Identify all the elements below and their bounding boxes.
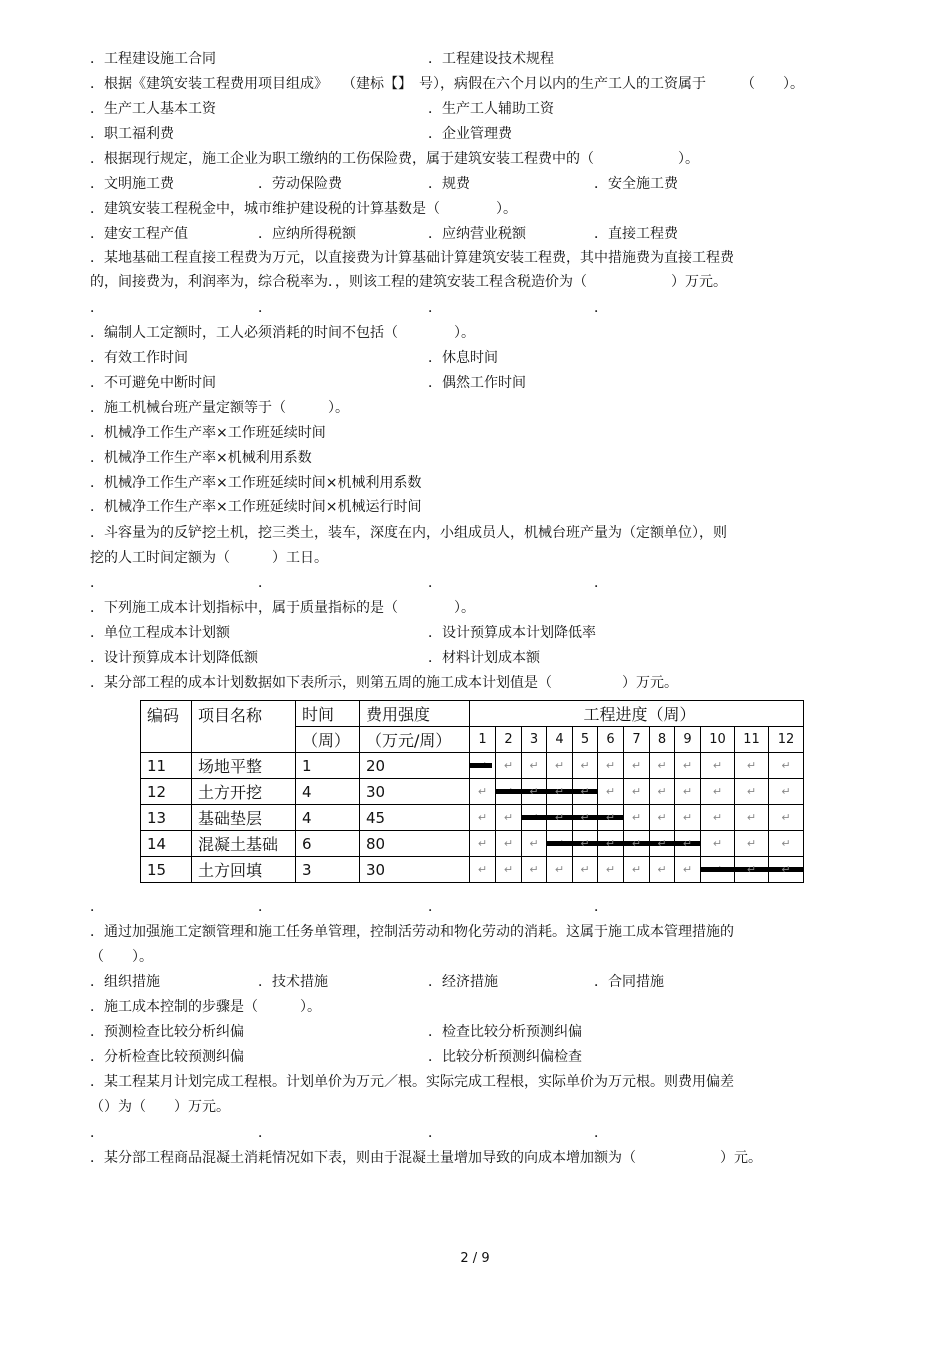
progress-bar [470, 763, 492, 768]
week-cell [496, 779, 522, 805]
code-cell: 13 [141, 805, 192, 831]
option-line: ．机械净工作生产率×工作班延续时间×机械运行时间 [90, 499, 422, 515]
header-name: 项目名称 [192, 701, 296, 753]
option-line: ．应纳营业税额 [428, 226, 526, 242]
option-line: ．合同措施 [594, 974, 664, 990]
header-time: 时间 [296, 701, 360, 727]
table-row [141, 857, 804, 883]
option-line: ．安全施工费 [594, 176, 678, 192]
option-line: ．预测检查比较分析纠偏 [90, 1024, 244, 1040]
table-row [141, 831, 804, 857]
week-cell: ↵ [522, 779, 547, 805]
table-row [141, 805, 804, 831]
week-header: 10 [701, 727, 735, 753]
week-cell: ↵ [573, 831, 598, 857]
week-cell: ↵ [470, 857, 496, 883]
week-header: 11 [735, 727, 769, 753]
option-dot: ． [258, 899, 272, 915]
week-cell: ↵ [769, 857, 804, 883]
week-header: 12 [769, 727, 804, 753]
week-cell: ↵ [675, 753, 701, 779]
week-cell: ↵ [650, 753, 675, 779]
week-cell: ↵ [650, 779, 675, 805]
header-cost-unit: （万元/周） [360, 727, 470, 753]
cost-cell: 20 [360, 753, 470, 779]
week-cell: ↵ [598, 753, 624, 779]
option-line: ．企业管理费 [428, 126, 512, 142]
week-header: 9 [675, 727, 701, 753]
option-dot: ． [258, 1125, 272, 1141]
week-cell: ↵ [624, 831, 650, 857]
option-dot: ． [594, 300, 608, 316]
time-cell: 4 [296, 779, 360, 805]
option-line: ．有效工作时间 [90, 350, 188, 366]
week-cell: ↵ [547, 779, 573, 805]
question-line: ．建筑安装工程税金中，城市维护建设税的计算基数是（ ）。 [90, 201, 517, 217]
option-line: ．文明施工费 [90, 176, 174, 192]
week-cell: ↵ [701, 753, 735, 779]
week-header: 2 [496, 727, 522, 753]
option-line: ．生产工人基本工资 [90, 101, 216, 117]
week-cell: ↵ [573, 779, 598, 805]
week-header: 6 [598, 727, 624, 753]
option-dot: ． [428, 1125, 442, 1141]
name-cell: 基础垫层 [192, 805, 296, 831]
week-cell: ↵ [547, 805, 573, 831]
week-cell: ↵ [769, 831, 804, 857]
week-header: 8 [650, 727, 675, 753]
cost-cell: 30 [360, 779, 470, 805]
week-cell: ↵ [769, 779, 804, 805]
option-line: ．工程建设施工合同 [90, 51, 216, 67]
week-cell: ↵ [496, 857, 522, 883]
week-cell: ↵ [547, 857, 573, 883]
time-cell: 4 [296, 805, 360, 831]
question-line: ．根据《建筑安装工程费用项目组成》 （建标【】 号），病假在六个月以内的生产工人的工资属于 （ ）。 [90, 76, 804, 92]
header-progress: 工程进度（周） [470, 701, 804, 727]
week-cell: ↵ [650, 805, 675, 831]
week-cell [470, 753, 496, 779]
question-line: ．某分部工程的成本计划数据如下表所示，则第五周的施工成本计划值是（ ）万元。 [90, 675, 678, 691]
time-cell: 6 [296, 831, 360, 857]
option-line: ．职工福利费 [90, 126, 174, 142]
cost-cell: 30 [360, 857, 470, 883]
code-cell: 11 [141, 753, 192, 779]
week-cell: ↵ [547, 753, 573, 779]
option-line: ．单位工程成本计划额 [90, 625, 230, 641]
question-line: ．施工机械台班产量定额等于（ ）。 [90, 400, 349, 416]
option-line: ．设计预算成本计划降低率 [428, 625, 596, 641]
week-cell: ↵ [735, 753, 769, 779]
table-row [141, 779, 804, 805]
week-cell: ↵ [470, 805, 496, 831]
option-line: ．设计预算成本计划降低额 [90, 650, 258, 666]
week-cell: ↵ [522, 857, 547, 883]
question-line: ．某工程某月计划完成工程根。计划单价为万元／根。实际完成工程根，实际单价为万元根。则费用偏差 [90, 1074, 734, 1090]
code-cell: 15 [141, 857, 192, 883]
week-cell: ↵ [496, 831, 522, 857]
option-line: ．工程建设技术规程 [428, 51, 554, 67]
week-cell: ↵ [624, 753, 650, 779]
week-cell: ↵ [573, 805, 598, 831]
question-line: ．根据现行规定，施工企业为职工缴纳的工伤保险费，属于建筑安装工程费中的（ ）。 [90, 151, 699, 167]
option-line: ．规费 [428, 176, 470, 192]
option-dot: ． [90, 300, 104, 316]
name-cell: 土方回填 [192, 857, 296, 883]
week-cell: ↵ [769, 753, 804, 779]
question-line: ．施工成本控制的步骤是（ ）。 [90, 999, 321, 1015]
cost-cell: 45 [360, 805, 470, 831]
option-line: ．组织措施 [90, 974, 160, 990]
week-cell [701, 857, 735, 883]
week-cell: ↵ [650, 831, 675, 857]
week-cell [522, 805, 547, 831]
option-line: ．机械净工作生产率×机械利用系数 [90, 450, 312, 466]
time-cell: 1 [296, 753, 360, 779]
question-line: （）为（ ）万元。 [90, 1099, 230, 1115]
week-cell: ↵ [735, 857, 769, 883]
option-line: ．劳动保险费 [258, 176, 342, 192]
question-line: （ ）。 [90, 949, 153, 965]
week-cell: ↵ [598, 779, 624, 805]
question-line: 挖的人工时间定额为（ ）工日。 [90, 550, 328, 566]
option-line: ．材料计划成本额 [428, 650, 540, 666]
header-cost: 费用强度 [360, 701, 470, 727]
option-dot: ． [90, 899, 104, 915]
option-line: ．生产工人辅助工资 [428, 101, 554, 117]
option-line: ．机械净工作生产率×工作班延续时间 [90, 425, 326, 441]
option-dot: ． [90, 1125, 104, 1141]
week-header: 5 [573, 727, 598, 753]
week-cell: ↵ [470, 831, 496, 857]
option-dot: ． [90, 575, 104, 591]
question-line: ．某分部工程商品混凝土消耗情况如下表，则由于混凝土量增加导致的向成本增加额为（ ）元。 [90, 1150, 762, 1166]
name-cell: 混凝土基础 [192, 831, 296, 857]
week-cell: ↵ [735, 779, 769, 805]
week-header: 4 [547, 727, 573, 753]
week-cell: ↵ [573, 857, 598, 883]
week-header: 7 [624, 727, 650, 753]
question-line: ．某地基础工程直接工程费为万元，以直接费为计算基础计算建筑安装工程费，其中措施费为直接工程费 [90, 250, 734, 266]
option-line: ．技术措施 [258, 974, 328, 990]
table-row [141, 753, 804, 779]
question-line: ．下列施工成本计划指标中，属于质量指标的是（ ）。 [90, 600, 475, 616]
option-line: ．检查比较分析预测纠偏 [428, 1024, 582, 1040]
week-cell [547, 831, 573, 857]
week-cell: ↵ [470, 779, 496, 805]
week-cell: ↵ [496, 753, 522, 779]
name-cell: 土方开挖 [192, 779, 296, 805]
week-cell: ↵ [769, 805, 804, 831]
week-cell: ↵ [675, 805, 701, 831]
page-number: 2 / 9 [460, 1251, 490, 1266]
name-cell: 场地平整 [192, 753, 296, 779]
week-cell: ↵ [496, 805, 522, 831]
question-line: 的，间接费为，利润率为，综合税率为．，则该工程的建筑安装工程含税造价为（ ）万元。 [90, 274, 727, 290]
week-header: 1 [470, 727, 496, 753]
option-line: ．比较分析预测纠偏检查 [428, 1049, 582, 1065]
header-time-unit: （周） [296, 727, 360, 753]
option-dot: ． [428, 300, 442, 316]
option-dot: ． [428, 575, 442, 591]
option-line: ．机械净工作生产率×工作班延续时间×机械利用系数 [90, 475, 422, 491]
cost-cell: 80 [360, 831, 470, 857]
code-cell: 12 [141, 779, 192, 805]
week-cell: ↵ [598, 857, 624, 883]
option-dot: ． [258, 575, 272, 591]
option-dot: ． [428, 899, 442, 915]
option-dot: ． [258, 300, 272, 316]
option-dot: ． [594, 1125, 608, 1141]
week-cell: ↵ [598, 805, 624, 831]
week-cell: ↵ [624, 779, 650, 805]
option-line: ．不可避免中断时间 [90, 375, 216, 391]
week-cell: ↵ [675, 779, 701, 805]
option-dot: ． [594, 899, 608, 915]
code-cell: 14 [141, 831, 192, 857]
cost-plan-table [140, 700, 804, 883]
week-cell: ↵ [573, 753, 598, 779]
option-line: ．分析检查比较预测纠偏 [90, 1049, 244, 1065]
option-line: ．建安工程产值 [90, 226, 188, 242]
time-cell: 3 [296, 857, 360, 883]
question-line: ．编制人工定额时，工人必须消耗的时间不包括（ ）。 [90, 325, 475, 341]
week-cell: ↵ [522, 831, 547, 857]
option-line: ．偶然工作时间 [428, 375, 526, 391]
question-line: ．斗容量为的反铲挖土机，挖三类土，装车，深度在内，小组成员人，机械台班产量为（定额单位），则 [90, 525, 727, 541]
week-cell: ↵ [675, 857, 701, 883]
option-line: ．休息时间 [428, 350, 498, 366]
week-cell: ↵ [598, 831, 624, 857]
week-cell: ↵ [650, 857, 675, 883]
week-cell: ↵ [701, 779, 735, 805]
option-line: ．应纳所得税额 [258, 226, 356, 242]
week-cell: ↵ [735, 831, 769, 857]
week-header: 3 [522, 727, 547, 753]
option-line: ．经济措施 [428, 974, 498, 990]
question-line: ．通过加强施工定额管理和施工任务单管理，控制活劳动和物化劳动的消耗。这属于施工成本管理措施的 [90, 924, 734, 940]
week-cell: ↵ [701, 805, 735, 831]
option-line: ．直接工程费 [594, 226, 678, 242]
week-cell: ↵ [624, 857, 650, 883]
week-cell: ↵ [522, 753, 547, 779]
week-cell: ↵ [735, 805, 769, 831]
week-cell: ↵ [624, 805, 650, 831]
week-cell: ↵ [701, 831, 735, 857]
option-dot: ． [594, 575, 608, 591]
week-cell: ↵ [675, 831, 701, 857]
header-code: 编码 [141, 701, 192, 753]
